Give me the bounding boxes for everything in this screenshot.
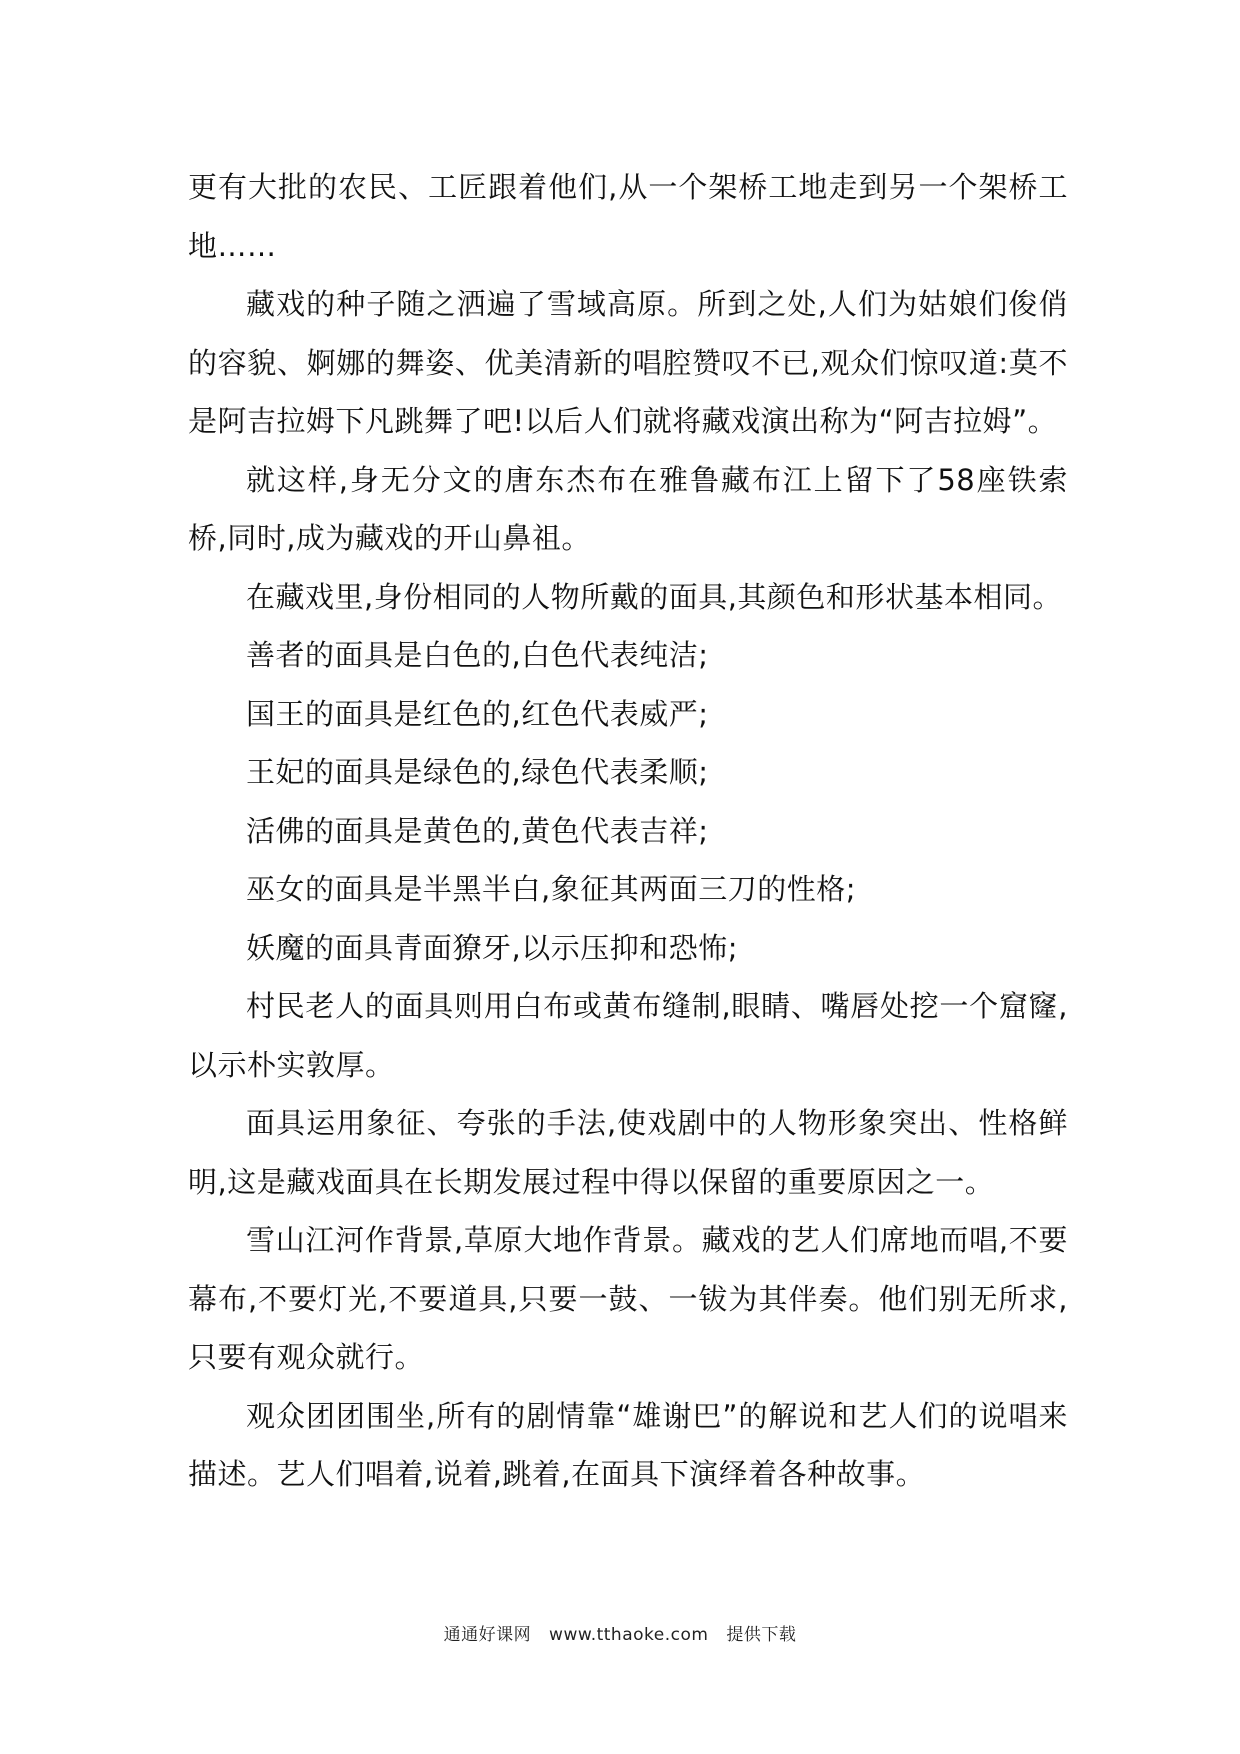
paragraph: 观众团团围坐,所有的剧情靠“雄谢巴”的解说和艺人们的说唱来描述。艺人们唱着,说着,跳着,在面具下演绎着各种故事。 <box>188 1398 1068 1491</box>
paragraph: 活佛的面具是黄色的,黄色代表吉祥; <box>246 813 709 848</box>
paragraph: 王妃的面具是绿色的,绿色代表柔顺; <box>246 755 709 789</box>
paragraph: 村民老人的面具则用白布或黄布缝制,眼睛、嘴唇处挖一个窟窿,以示朴实敦厚。 <box>188 989 1068 1082</box>
paragraph: 妖魔的面具青面獠牙,以示压抑和恐怖; <box>246 930 738 965</box>
paragraph: 善者的面具是白色的,白色代表纯洁; <box>246 638 709 672</box>
article-body <box>188 158 1068 1504</box>
footer-url: www.tthaoke.com <box>549 1625 709 1645</box>
paragraph: 面具运用象征、夸张的手法,使戏剧中的人物形象突出、性格鲜明,这是藏戏面具在长期发展过程中得以保留的重要原因之一。 <box>188 1106 1068 1199</box>
footer-site-name: 通通好课网 <box>443 1625 532 1645</box>
paragraph: 巫女的面具是半黑半白,象征其两面三刀的性格; <box>246 872 856 906</box>
paragraph-continuation: 更有大批的农民、工匠跟着他们,从一个架桥工地走到另一个架桥工地…… <box>188 170 1068 263</box>
footer-note: 提供下载 <box>726 1625 797 1645</box>
page-footer <box>0 1620 1240 1645</box>
paragraph: 国王的面具是红色的,红色代表威严; <box>246 696 709 731</box>
paragraph: 藏戏的种子随之洒遍了雪域高原。所到之处,人们为姑娘们俊俏的容貌、婀娜的舞姿、优美清新的唱腔赞叹不已,观众们惊叹道:莫不是阿吉拉姆下凡跳舞了吧!以后人们就将藏戏演出称为“阿吉拉姆”。 <box>188 287 1068 438</box>
paragraph: 雪山江河作背景,草原大地作背景。藏戏的艺人们席地而唱,不要幕布,不要灯光,不要道具,只要一鼓、一钹为其伴奏。他们别无所求,只要有观众就行。 <box>188 1223 1068 1374</box>
paragraph: 在藏戏里,身份相同的人物所戴的面具,其颜色和形状基本相同。 <box>246 579 1062 614</box>
paragraph: 就这样,身无分文的唐东杰布在雅鲁藏布江上留下了58座铁索桥,同时,成为藏戏的开山鼻祖。 <box>188 462 1068 555</box>
